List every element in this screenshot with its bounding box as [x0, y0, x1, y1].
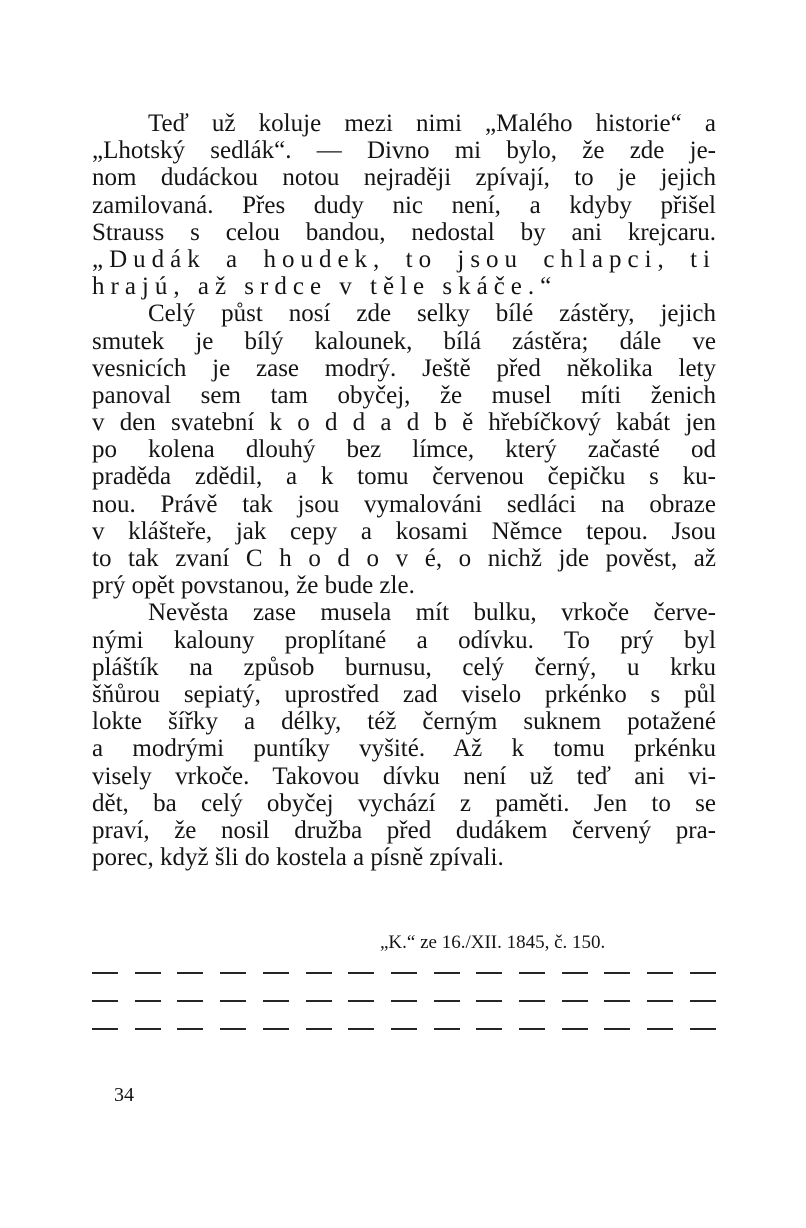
text-line: pláštík na způsob burnusu, celý černý, u krku: [92, 653, 716, 681]
dash-mark: [306, 1000, 332, 1002]
dash-mark: [604, 1028, 630, 1030]
dash-mark: [519, 1028, 545, 1030]
dash-mark: [306, 972, 332, 974]
text-line: visely vrkoče. Takovou dívku není už teď ani vi-: [92, 762, 716, 790]
text-line: nými kalouny proplítané a odívku. To prý byl: [92, 626, 716, 654]
dash-mark: [391, 972, 417, 974]
dash-mark: [177, 1000, 203, 1002]
dash-mark: [562, 1028, 588, 1030]
dash-mark: [476, 972, 502, 974]
dash-mark: [306, 1028, 332, 1030]
text-line: v klášteře, jak cepy a kosami Němce tepou. Jsou: [92, 517, 716, 545]
dash-mark: [135, 1028, 161, 1030]
text-line-spaced: „Dudák a houdek, to jsou chlapci, ti: [92, 245, 716, 273]
dash-mark: [519, 972, 545, 974]
text-line: šňůrou sepiatý, uprostřed zad viselo prkénko s půl: [92, 680, 716, 708]
dash-mark: [434, 1028, 460, 1030]
dash-mark: [562, 972, 588, 974]
dash-mark: [562, 1000, 588, 1002]
dash-mark: [220, 1000, 246, 1002]
dash-separator-row: [92, 972, 716, 974]
dash-mark: [647, 1028, 673, 1030]
dash-mark: [92, 1028, 118, 1030]
text-line: vesnicích je zase modrý. Ještě před několika lety: [92, 354, 716, 382]
page-number: 34: [114, 1084, 134, 1106]
dash-mark: [220, 972, 246, 974]
dash-mark: [135, 1000, 161, 1002]
source-citation: „K.“ ze 16./XII. 1845, č. 150.: [380, 932, 606, 953]
dash-mark: [647, 972, 673, 974]
text-line: nom dudáckou notou nejraději zpívají, to je jejich: [92, 164, 716, 192]
dash-mark: [92, 1000, 118, 1002]
text-line: Teď už koluje mezi nimi „Malého historie“ a: [148, 110, 716, 137]
dash-mark: [263, 972, 289, 974]
dash-separator-row: [92, 1028, 716, 1030]
text-line: panoval sem tam obyčej, že musel míti ženich: [92, 381, 716, 409]
dash-mark: [434, 972, 460, 974]
dash-mark: [177, 972, 203, 974]
text-line: Strauss s celou bandou, nedostal by ani krejcaru.: [92, 218, 716, 246]
text-line: Celý půst nosí zde selky bílé zástěry, jejich: [148, 300, 716, 328]
text-line: to tak zvaní C h o d o v é, o nichž jde pověst, až: [92, 545, 716, 572]
dash-mark: [263, 1000, 289, 1002]
text-line-spaced: hrajú, až srdce v těle skáče.“: [92, 273, 558, 301]
dash-mark: [604, 1000, 630, 1002]
text-line: v den svatební k o d d a d b ě hřebíčkový kabát jen: [92, 409, 716, 437]
dash-mark: [348, 1000, 374, 1002]
dash-mark: [263, 1028, 289, 1030]
text-line: prý opět povstanou, že bude zle.: [92, 572, 415, 600]
dash-mark: [604, 972, 630, 974]
text-line: praděda zdědil, a k tomu červenou čepičku s ku-: [92, 463, 716, 491]
dash-mark: [647, 1000, 673, 1002]
dash-mark: [177, 1028, 203, 1030]
text-line: smutek je bílý kalounek, bílá zástěra; dále ve: [92, 327, 716, 355]
text-line: nou. Právě tak jsou vymalováni sedláci na obraze: [92, 490, 716, 518]
dash-mark: [348, 972, 374, 974]
dash-mark: [391, 1000, 417, 1002]
dash-mark: [519, 1000, 545, 1002]
text-line: Nevěsta zase musela mít bulku, vrkoče červe-: [148, 599, 716, 627]
dash-mark: [92, 972, 118, 974]
dash-mark: [348, 1028, 374, 1030]
dash-mark: [135, 972, 161, 974]
text-line: „Lhotský sedlák“. — Divno mi bylo, že zde je-: [92, 137, 716, 165]
text-line: dět, ba celý obyčej vychází z paměti. Jen to se: [92, 789, 716, 817]
dash-mark: [476, 1000, 502, 1002]
dash-mark: [220, 1028, 246, 1030]
text-line: a modrými puntíky vyšité. Až k tomu prkénku: [92, 735, 716, 763]
text-line: lokte šířky a délky, též černým suknem potažené: [92, 708, 716, 736]
dash-mark: [434, 1000, 460, 1002]
text-line: praví, že nosil družba před dudákem červený pra-: [92, 816, 716, 844]
dash-separator-row: [92, 1000, 716, 1002]
dash-mark: [690, 1000, 716, 1002]
dash-mark: [690, 1028, 716, 1030]
dash-mark: [690, 972, 716, 974]
dash-mark: [391, 1028, 417, 1030]
text-line: po kolena dlouhý bez límce, který začasté od: [92, 436, 716, 464]
dash-mark: [476, 1028, 502, 1030]
text-line: porec, když šli do kostela a písně zpívali.: [92, 844, 504, 872]
body-text: [92, 110, 716, 871]
text-line: zamilovaná. Přes dudy nic není, a kdyby přišel: [92, 191, 716, 219]
